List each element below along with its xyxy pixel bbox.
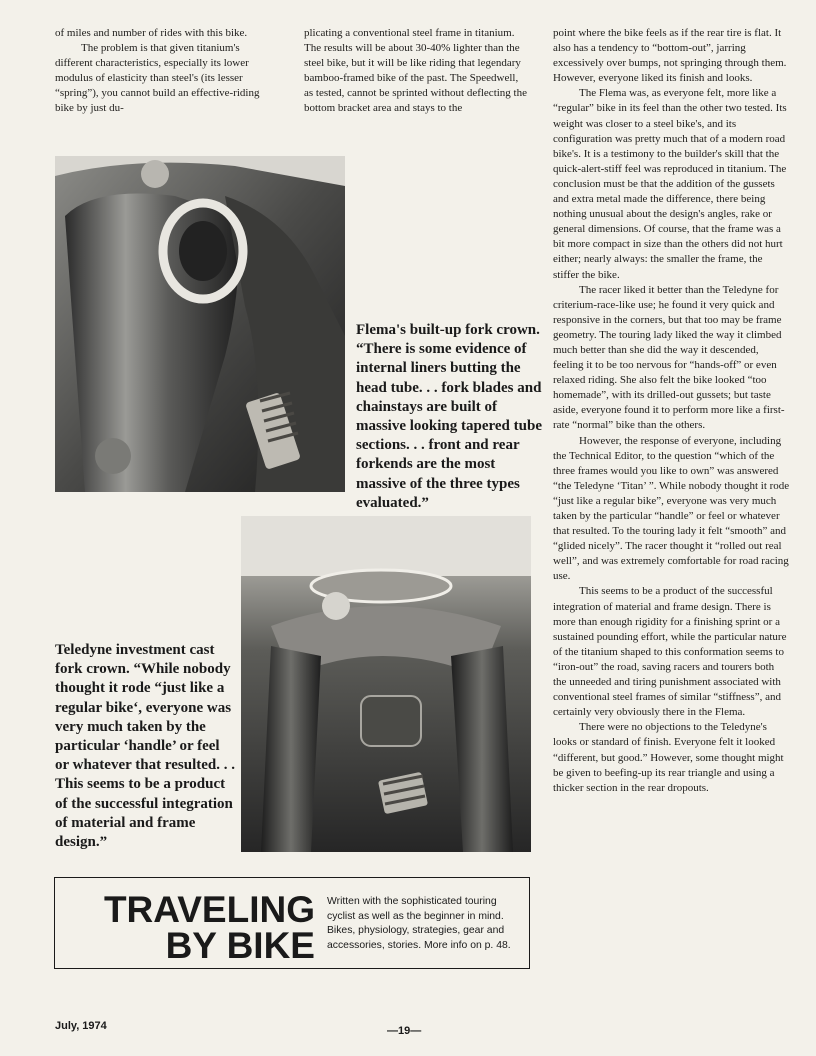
flema-photo-caption: Flema's built-up fork crown. “There is some evidence of internal liners butting the head tube. . . fork blades and chainstays are built of massive looking tapered tube sections. . . front and rear forkends are the most massive of the three types evaluated.” — [356, 322, 542, 511]
teledyne-fork-crown-photo — [241, 516, 531, 852]
article-column-right — [553, 26, 790, 796]
page-number: —19— — [387, 1025, 422, 1037]
flema-fork-crown-photo — [55, 156, 345, 492]
article-paragraph: This seems to be a product of the successful integration of material and frame design. There is more than enough rigidity for a finishing sprint or a sustained pounding effort, while the particular nature of the titanium shaped to this conformation seems to “iron-out” the road, saving racers and tourers both the unneeded and tiring punishment associated with conventional steel frames of similar “stiffness”, and certainly very obviously there in the Flema. — [553, 585, 787, 719]
teledyne-fork-crown-image — [241, 516, 531, 852]
article-column-middle — [304, 26, 529, 117]
ad-title-line: BY BIKE — [165, 925, 315, 966]
book-advertisement-box — [54, 877, 530, 969]
ad-title-line: TRAVELING — [103, 889, 315, 930]
ad-description: Written with the sophisticated touring cyclist as well as the beginner in mind. Bikes, physiology, strategies, gear and accessories, stories. More info on p. 48. — [327, 896, 511, 951]
footer-date: July, 1974 — [55, 1020, 107, 1032]
flema-fork-crown-image — [55, 156, 345, 492]
article-paragraph: The Flema was, as everyone felt, more like a “regular” bike in its feel than the other two tested. Its weight was closer to a steel bike's, and its configuration was pretty much that of a modern road bike's. It is a testimony to the builder's skill that the quick-alert-stiff feel was reproduced in titanium. The conclusion must be that the addition of the gussets and extra metal made the difference, there being nothing unusual about the design's angles, rake or general dimensions. Of course, that the frame was a bit more compact in size than the others did not hurt either; nearly always: the smaller the frame, the stiffer the bike. — [553, 87, 787, 281]
article-paragraph: However, the response of everyone, including the Technical Editor, to the question “which of the three frames would you like to own” was answered “the Teledyne ‘Titan’ ”. While nobody thought it rode “just like a regular bike”, everyone was very much taken by the particular “handle” or feel or whatever that resulted. To the touring lady it felt “smooth” and “glided nicely”. The racer thought it “rolled out real well”, and was extremely comfortable for road racing use. — [553, 434, 790, 583]
article-paragraph: The problem is that given titanium's different characteristics, especially its lower modulus of elasticity than steel's (its lesser “spring”), you cannot build an effective-riding bike by just du- — [55, 42, 260, 115]
ad-title — [67, 889, 315, 966]
teledyne-photo-caption: Teledyne investment cast fork crown. “While nobody thought it rode “just like a regular bike‘, everyone was very much taken by the particular ‘handle’ or feel or whatever that resulted. . . This seems to be a product of the successful integration of material and frame design.” — [55, 642, 235, 851]
article-paragraph: plicating a conventional steel frame in titanium. The results will be about 30-40% lighter than the steel bike, but it will be like riding that legendary bamboo-framed bike of the past. The Speedwell, as tested, cannot be sprinted without deflecting the bottom bracket area and stays to the — [304, 27, 527, 115]
article-paragraph: The racer liked it better than the Teledyne for criterium-race-like use; he found it very quick and responsive in the corners, but that too may be frame geometry. The touring lady liked the way it climbed much better than she did the way it descended, feeling it to be too nervous for “hands-off” or even relaxed riding. She also felt the bike looked “too homemade”, with its drilled-out gussets; but taste aside, everyone found it to perform more like a first-rate “normal” bike than the others. — [553, 283, 785, 432]
article-column-left — [55, 26, 277, 117]
article-paragraph: of miles and number of rides with this bike. — [55, 27, 248, 39]
article-paragraph: There were no objections to the Teledyne's looks or standard of finish. Everyone felt it looked “different, but good.” However, some thought might be given to beefing-up its rear triangle and using a thicker section in the rear dropouts. — [553, 721, 784, 794]
article-paragraph: point where the bike feels as if the rear tire is flat. It also has a tendency to “bottom-out”, jarring excessively over bumps, not springing through them. However, everyone liked its finish and looks. — [553, 27, 787, 85]
